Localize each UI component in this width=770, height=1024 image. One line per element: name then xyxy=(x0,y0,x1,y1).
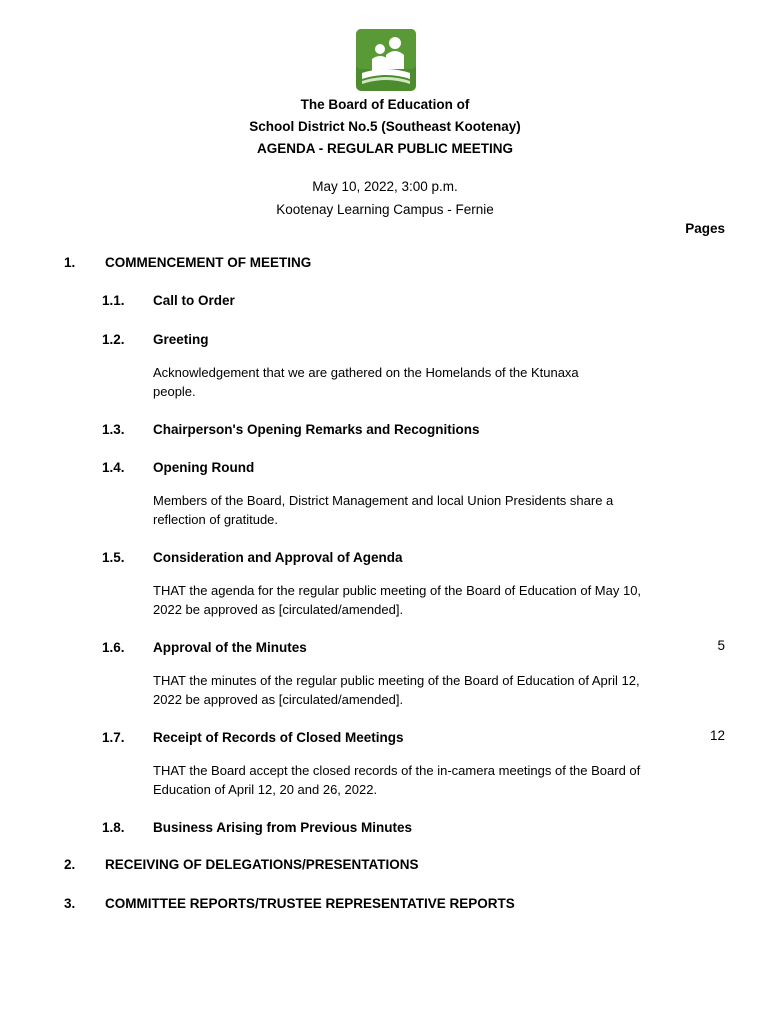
section-number: 2. xyxy=(64,857,76,872)
item-title: Receipt of Records of Closed Meetings xyxy=(153,730,404,745)
page-number: 5 xyxy=(717,638,725,653)
header-district: School District No.5 (Southeast Kootenay) xyxy=(249,119,521,134)
item-title: Business Arising from Previous Minutes xyxy=(153,820,413,835)
header-board: The Board of Education of xyxy=(300,97,470,112)
item-number: 1.4. xyxy=(102,460,125,475)
meeting-date: May 10, 2022, 3:00 p.m. xyxy=(312,179,458,194)
item-description: Members of the Board, District Management and local Union Presidents share a reflection of gratitude. xyxy=(153,493,614,527)
section-number: 3. xyxy=(64,896,76,911)
school-district-logo-icon xyxy=(356,29,416,91)
section-title: COMMITTEE REPORTS/TRUSTEE REPRESENTATIVE REPORTS xyxy=(105,896,515,911)
section-title: COMMENCEMENT OF MEETING xyxy=(105,255,312,270)
item-description: THAT the agenda for the regular public meeting of the Board of Education of May 10, 2022 be approved as [circulated/amended]. xyxy=(153,583,642,617)
item-title: Greeting xyxy=(153,332,209,347)
item-description: THAT the minutes of the regular public meeting of the Board of Education of April 12, 2022 be approved as [circulated/amended]. xyxy=(153,673,640,707)
section-number: 1. xyxy=(64,255,76,270)
page-number: 12 xyxy=(709,728,725,743)
item-title: Approval of the Minutes xyxy=(153,640,307,655)
item-number: 1.8. xyxy=(102,820,125,835)
item-title: Consideration and Approval of Agenda xyxy=(153,550,403,565)
item-title: Opening Round xyxy=(153,460,255,475)
item-number: 1.3. xyxy=(102,422,125,437)
section-title: RECEIVING OF DELEGATIONS/PRESENTATIONS xyxy=(105,857,419,872)
item-number: 1.6. xyxy=(102,640,125,655)
item-description: Acknowledgement that we are gathered on the Homelands of the Ktunaxa people. xyxy=(153,365,579,399)
item-number: 1.1. xyxy=(102,293,125,308)
item-number: 1.5. xyxy=(102,550,125,565)
meeting-location: Kootenay Learning Campus - Fernie xyxy=(276,202,494,217)
item-number: 1.7. xyxy=(102,730,125,745)
item-title: Chairperson's Opening Remarks and Recognitions xyxy=(153,422,480,437)
item-title: Call to Order xyxy=(153,293,235,308)
pages-column-heading: Pages xyxy=(685,221,725,236)
item-description: THAT the Board accept the closed records of the in-camera meetings of the Board of Education of April 12, 20 and 26, 2022. xyxy=(153,763,641,797)
item-number: 1.2. xyxy=(102,332,125,347)
header-agenda-title: AGENDA - REGULAR PUBLIC MEETING xyxy=(257,141,513,156)
